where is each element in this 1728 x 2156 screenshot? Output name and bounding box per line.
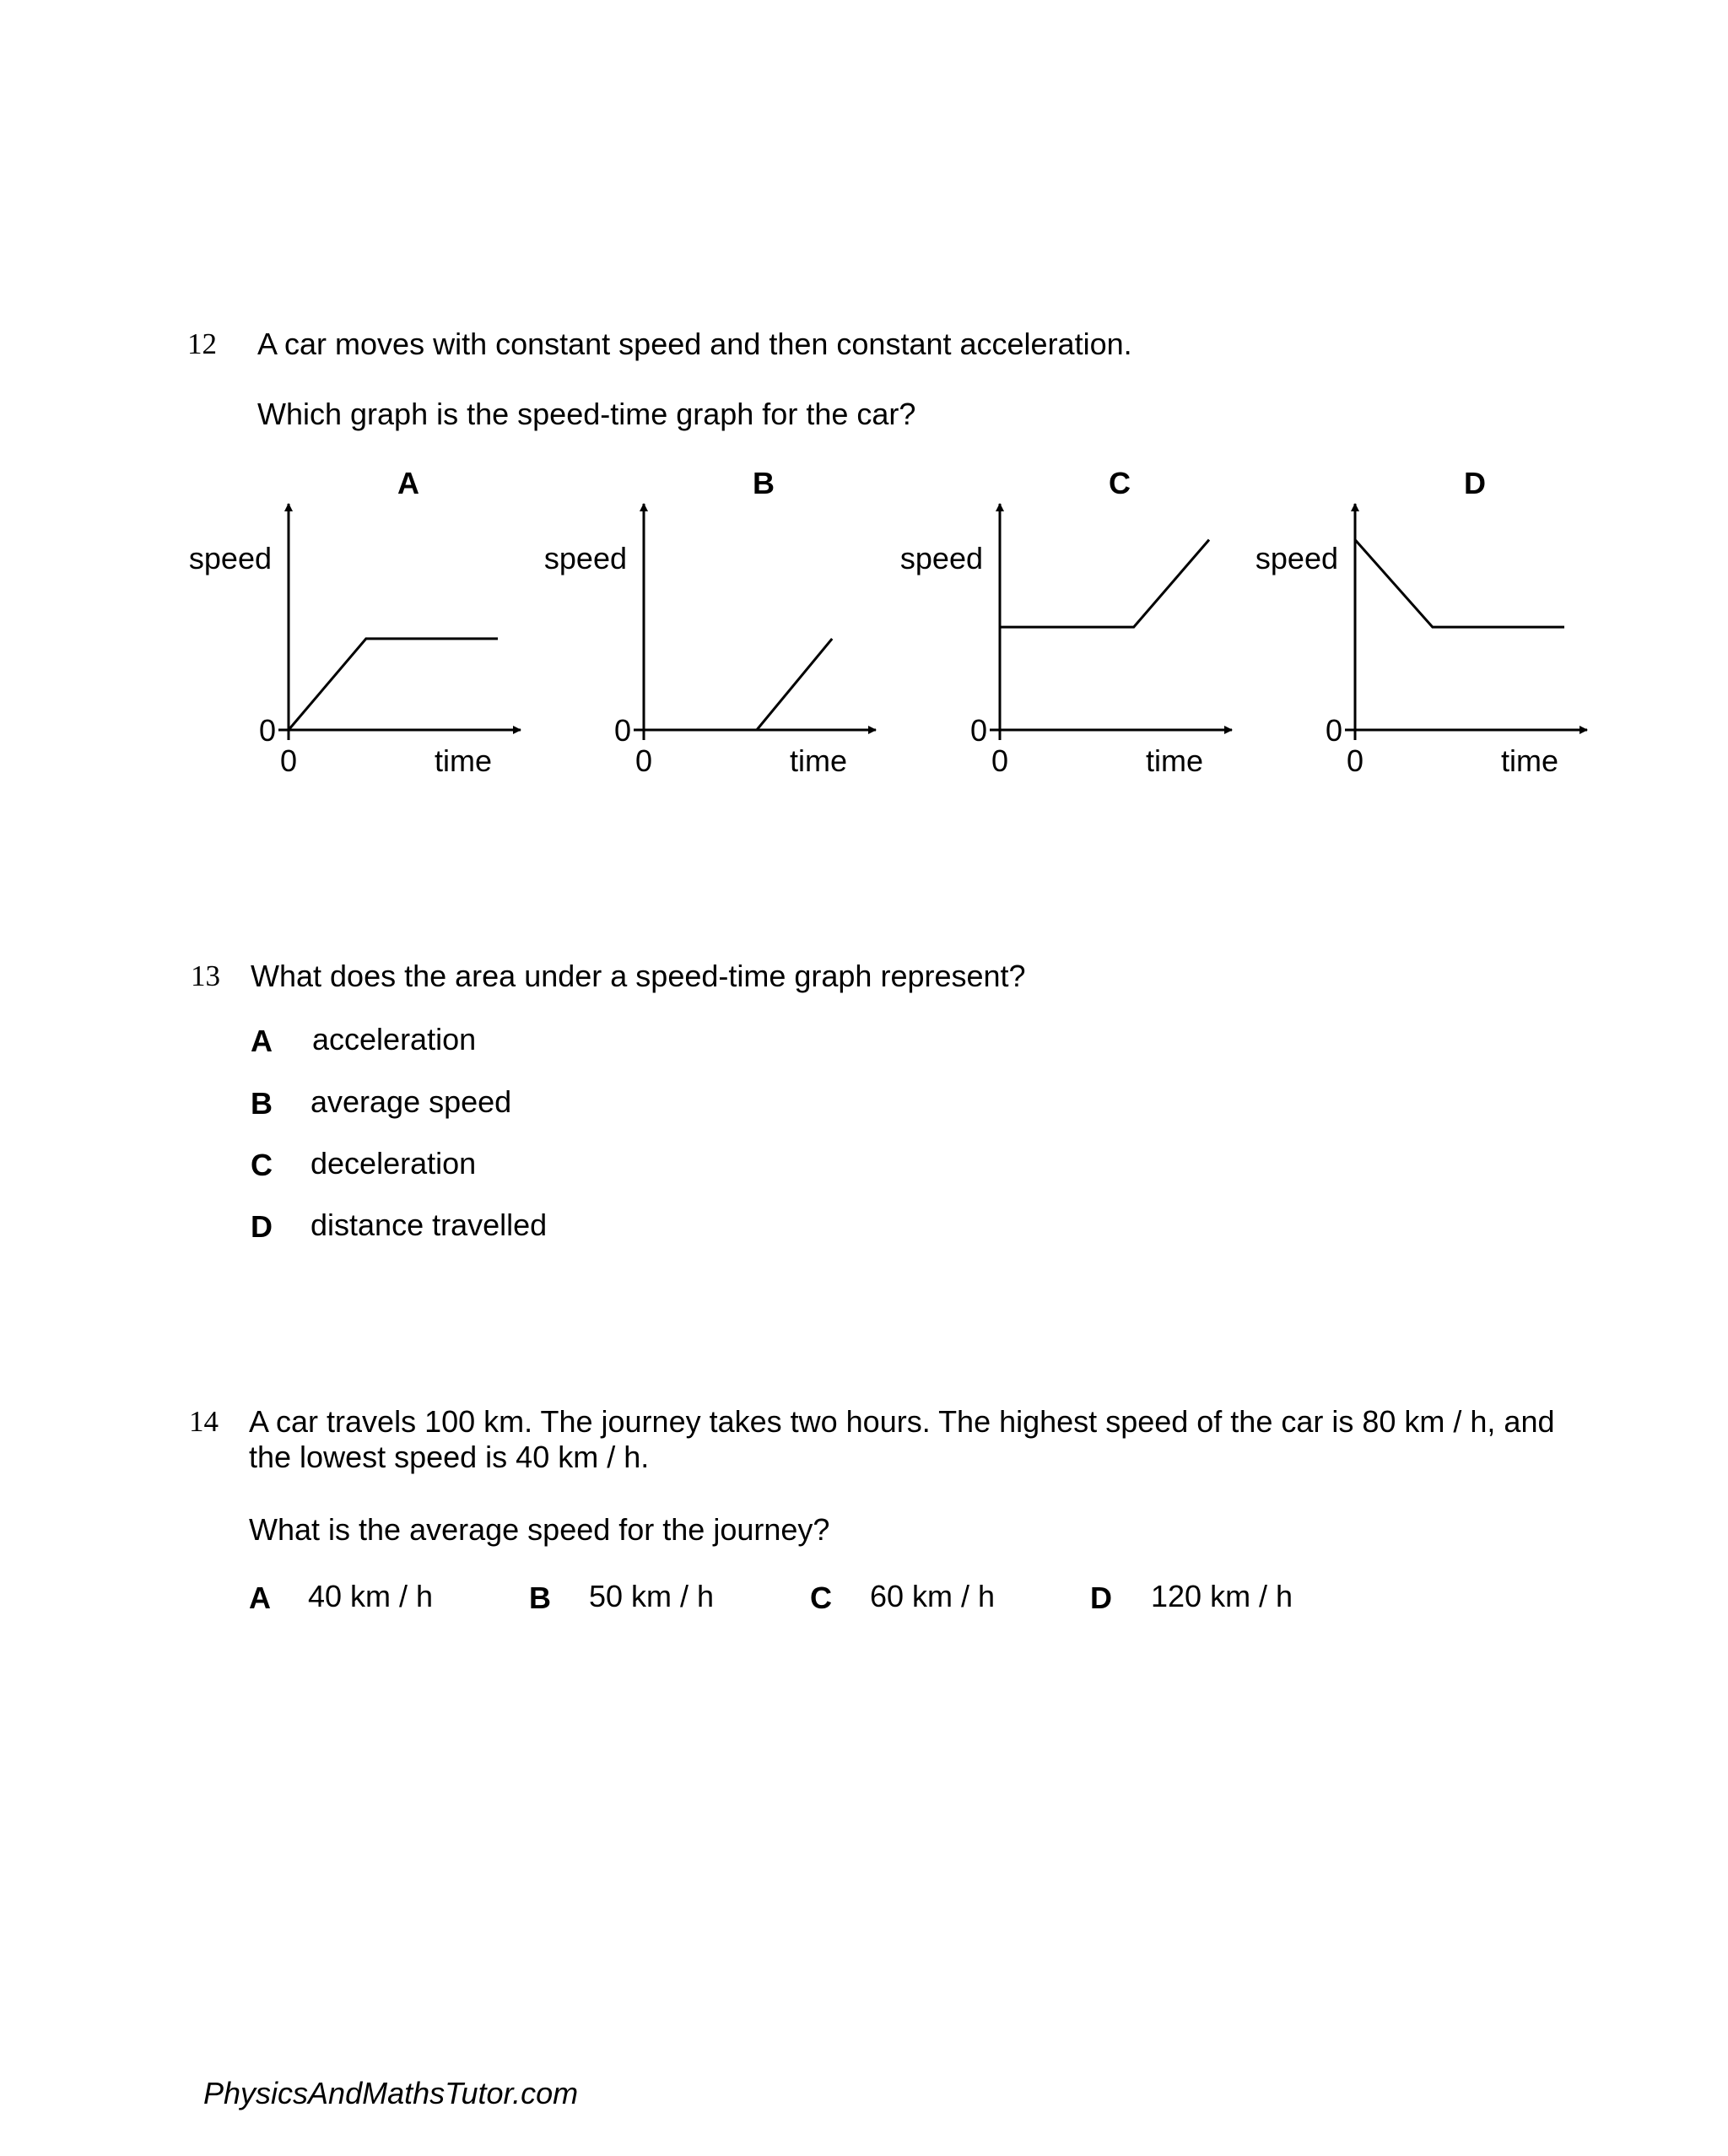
q14-option-c-letter: C bbox=[810, 1581, 832, 1615]
q13-option-d-letter: D bbox=[251, 1209, 273, 1244]
graph-c-y-zero-label: 0 bbox=[969, 713, 987, 748]
question-number-14: 14 bbox=[189, 1405, 219, 1438]
q13-option-d-text: distance travelled bbox=[310, 1208, 548, 1242]
graph-a-xlabel: time bbox=[434, 743, 493, 778]
graph-c-letter: C bbox=[1109, 466, 1131, 500]
graph-d-speed-line bbox=[1355, 540, 1564, 628]
graph-d-letter: D bbox=[1464, 466, 1486, 500]
graph-a-speed-line bbox=[289, 639, 498, 730]
question-number-12: 12 bbox=[187, 327, 217, 360]
graph-c-ylabel: speed bbox=[899, 541, 983, 575]
graph-b-speed-line bbox=[644, 639, 832, 730]
q13-option-b-text: average speed bbox=[310, 1084, 512, 1119]
q14-option-d-letter: D bbox=[1090, 1581, 1112, 1615]
q14-option-a-text: 40 km / h bbox=[308, 1579, 434, 1613]
q14-option-d-text: 120 km / h bbox=[1151, 1579, 1293, 1613]
graph-d-ylabel: speed bbox=[1255, 541, 1338, 575]
question-number-13: 13 bbox=[191, 959, 220, 992]
graph-c-x-zero-label: 0 bbox=[991, 743, 1009, 778]
speed-time-graphs bbox=[0, 0, 1728, 844]
graph-a-letter: A bbox=[397, 466, 419, 500]
graph-c-speed-line bbox=[1000, 540, 1209, 628]
q14-option-a-letter: A bbox=[249, 1581, 271, 1615]
q12-stem: A car moves with constant speed and then constant acceleration. bbox=[257, 327, 1132, 361]
q14-question: What is the average speed for the journey? bbox=[249, 1512, 830, 1547]
graph-d-xlabel: time bbox=[1500, 743, 1559, 778]
q14-option-c-text: 60 km / h bbox=[870, 1579, 996, 1613]
graph-b-y-zero-label: 0 bbox=[613, 713, 631, 748]
graph-b-x-zero-label: 0 bbox=[634, 743, 653, 778]
q14-stem-line-2: the lowest speed is 40 km / h. bbox=[249, 1440, 650, 1474]
graph-b-letter: B bbox=[753, 466, 775, 500]
graph-b-xlabel: time bbox=[789, 743, 848, 778]
graph-b-ylabel: speed bbox=[543, 541, 627, 575]
graph-a-x-zero-label: 0 bbox=[279, 743, 298, 778]
graph-d-x-zero-label: 0 bbox=[1346, 743, 1364, 778]
graph-a-y-zero-label: 0 bbox=[258, 713, 276, 748]
q13-option-b-letter: B bbox=[251, 1086, 273, 1121]
q13-option-c-text: deceleration bbox=[310, 1146, 477, 1181]
footer-watermark: PhysicsAndMathsTutor.com bbox=[203, 2076, 579, 2110]
q14-option-b-text: 50 km / h bbox=[589, 1579, 715, 1613]
q12-question: Which graph is the speed-time graph for the car? bbox=[257, 397, 916, 431]
graph-a-ylabel: speed bbox=[188, 541, 272, 575]
graph-c-xlabel: time bbox=[1145, 743, 1204, 778]
q14-stem-line-1: A car travels 100 km. The journey takes two hours. The highest speed of the car is 80 km / h, and bbox=[249, 1404, 1555, 1439]
q13-option-c-letter: C bbox=[251, 1148, 273, 1182]
q13-option-a-text: acceleration bbox=[312, 1022, 477, 1056]
q14-option-b-letter: B bbox=[529, 1581, 551, 1615]
q13-question: What does the area under a speed-time graph represent? bbox=[251, 959, 1026, 993]
q13-option-a-letter: A bbox=[251, 1024, 273, 1058]
graph-d-y-zero-label: 0 bbox=[1325, 713, 1342, 748]
